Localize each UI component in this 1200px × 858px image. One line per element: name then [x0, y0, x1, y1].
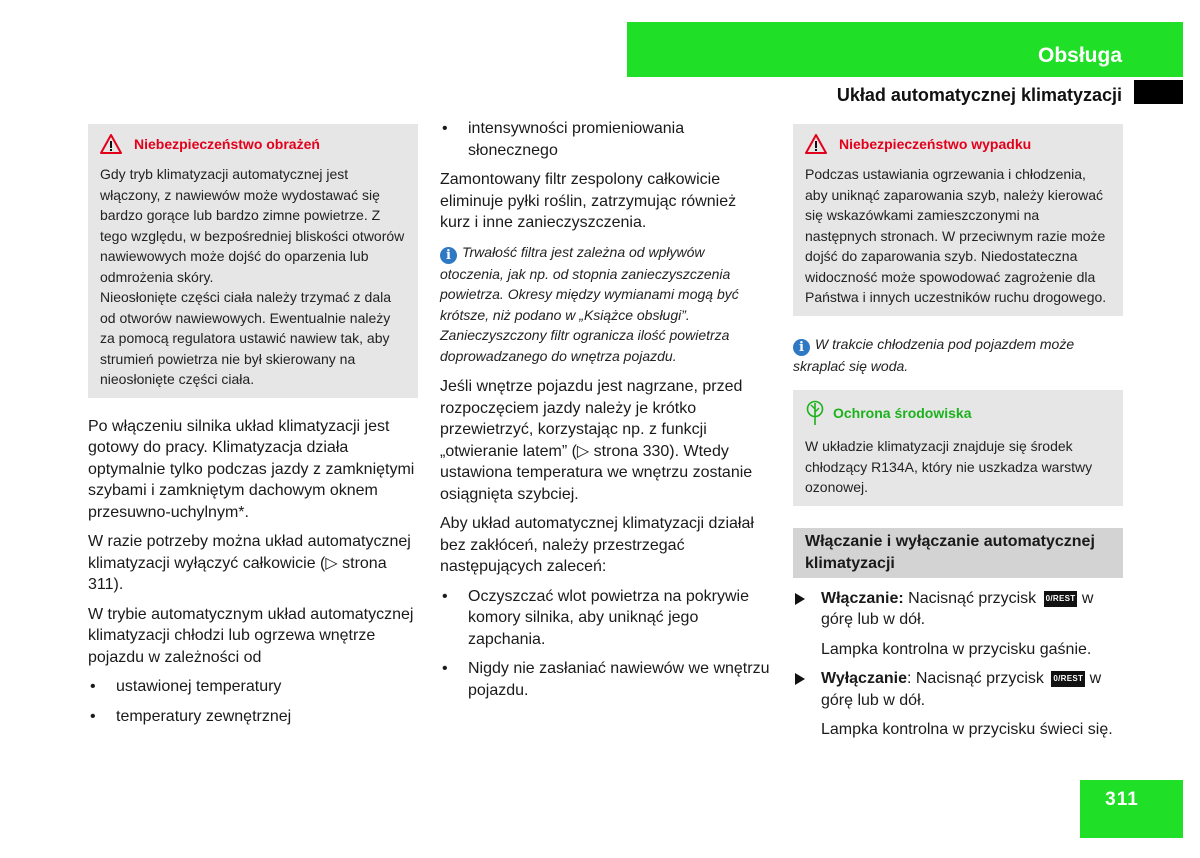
list-item: • ustawionej temperatury — [88, 676, 418, 698]
rest-button-icon: 0/REST — [1044, 591, 1078, 607]
step-note: Lampka kontrolna w przycisku gaśnie. — [821, 640, 1092, 658]
warning-header — [805, 134, 1111, 154]
step-label: Wyłączanie — [821, 670, 907, 687]
step-item — [793, 668, 1123, 711]
step-label: Włączanie: — [821, 589, 904, 607]
step-text: : Nacisnąć przycisk — [906, 670, 1044, 687]
paragraph: W trybie automatycznym układ automatycznej klimatyzacji chłodzi lub ogrzewa wnętrze pojazdu w zależności od — [88, 605, 414, 666]
step-text: w górę lub w dół. — [821, 589, 1094, 628]
info-text: W trakcie chłodzenia pod pojazdem może skraplać się woda. — [793, 335, 1075, 374]
page-number-tab — [1080, 780, 1183, 838]
step-text: Nacisnąć przycisk — [908, 589, 1037, 607]
list-item: • Oczyszczać wlot powietrza na pokrywie komory silnika, aby uniknąć jego zapchania. — [440, 586, 770, 651]
info-text: Trwałość filtra jest zależna od wpływów otoczenia, jak np. od stopnia zanieczyszczenia powietrza. Okresy między wymianami mogą być krótsze, niż podano w „Książce obsługi”. Zanieczyszczony filtr ogranicza ilość powietrza doprowadzanego do wnętrza pojazdu. — [440, 243, 739, 364]
warning-triangle-icon — [100, 134, 122, 154]
list-item: • intensywności promieniowania słonecznego — [440, 118, 770, 161]
warning-text: Gdy tryb klimatyzacji automatycznej jest włączony, z nawiewów może wydostawać się bardzo gorące lub bardzo zimne powietrze. Z tego względu, w bezpośredniej bliskości otworów nawiewowych może dojść do oparzenia lub odmrożenia skóry. — [100, 166, 405, 285]
warning-box-accident — [793, 124, 1123, 316]
warning-box-injury — [88, 124, 418, 398]
step-note: Lampka kontrolna w przycisku świeci się. — [821, 721, 1113, 738]
info-note — [793, 334, 1123, 377]
warning-triangle-icon — [805, 134, 827, 154]
step-text: w górę lub w dół. — [821, 670, 1102, 709]
warning-header — [100, 134, 406, 154]
list-item: • temperatury zewnętrznej — [88, 706, 418, 728]
environment-box — [793, 390, 1123, 506]
warning-title: Niebezpieczeństwo obrażeń — [134, 136, 320, 152]
warning-text: Podczas ustawiania ogrzewania i chłodzenia, aby uniknąć zaparowania szyb, należy kierować się wskazówkami zamieszczonymi na następnych stronach. W przeciwnym razie może dojść do zaparowania szyb. Niedostateczna widoczność może spowodować zagrożenie dla Państwa i innych uczestników ruchu drogowego. — [805, 166, 1107, 305]
info-icon: i — [793, 339, 810, 356]
paragraph: Aby układ automatycznej klimatyzacji działał bez zakłóceń, należy przestrzegać następujących zaleceń: — [440, 515, 754, 575]
step-arrow-icon — [795, 673, 805, 685]
column-right — [793, 118, 1123, 749]
column-left — [88, 118, 418, 735]
paragraph: Jeśli wnętrze pojazdu jest nagrzane, przed rozpoczęciem jazdy należy je krótko przewietrzyć, korzystając np. z funkcji „otwieranie latem” (▷ strona 330). Wtedy ustawiona temperatura we wnętrzu zostanie osiągnięta szybciej. — [440, 378, 753, 503]
leaf-icon — [805, 400, 825, 426]
rest-button-icon: 0/REST — [1051, 671, 1085, 687]
step-arrow-icon — [795, 593, 805, 605]
environment-title: Ochrona środowiska — [833, 405, 972, 421]
environment-text: W układzie klimatyzacji znajduje się środek chłodzący R134A, który nie uszkadza warstwy ozonowej. — [805, 438, 1093, 495]
paragraph: W razie potrzeby można układ automatycznej klimatyzacji wyłączyć całkowicie (▷ strona 311). — [88, 533, 411, 593]
column-middle — [440, 118, 770, 709]
list-item: • Nigdy nie zasłaniać nawiewów we wnętrzu pojazdu. — [440, 658, 770, 701]
step-item — [793, 588, 1123, 631]
section-heading: Włączanie i wyłączanie automatycznej klimatyzacji — [793, 528, 1123, 578]
info-note — [440, 242, 770, 367]
environment-header — [805, 400, 1111, 426]
paragraph: Po włączeniu silnika układ klimatyzacji jest gotowy do pracy. Klimatyzacja działa optymalnie tylko podczas jazdy z zamkniętymi szybami i zamkniętym dachowym oknem przesuwno-uchylnym*. — [88, 417, 415, 521]
warning-title: Niebezpieczeństwo wypadku — [839, 136, 1032, 152]
subsection-title: Układ automatycznej klimatyzacji — [836, 85, 1122, 105]
header-black-tab — [1134, 80, 1183, 104]
paragraph: Zamontowany filtr zespolony całkowicie eliminuje pyłki roślin, zatrzymując również kurz i inne zanieczyszczenia. — [440, 171, 737, 231]
section-title: Obsługa — [1037, 44, 1122, 67]
info-icon: i — [440, 247, 457, 264]
page-number: 311 — [1105, 789, 1139, 810]
warning-text: Nieosłonięte części ciała należy trzymać z dala od otworów nawiewowych. Ewentualnie należy za pomocą regulatora ustawić nawiew tak, aby strumień powietrza nie był skierowany na nieosłonięte części ciała. — [100, 289, 392, 387]
